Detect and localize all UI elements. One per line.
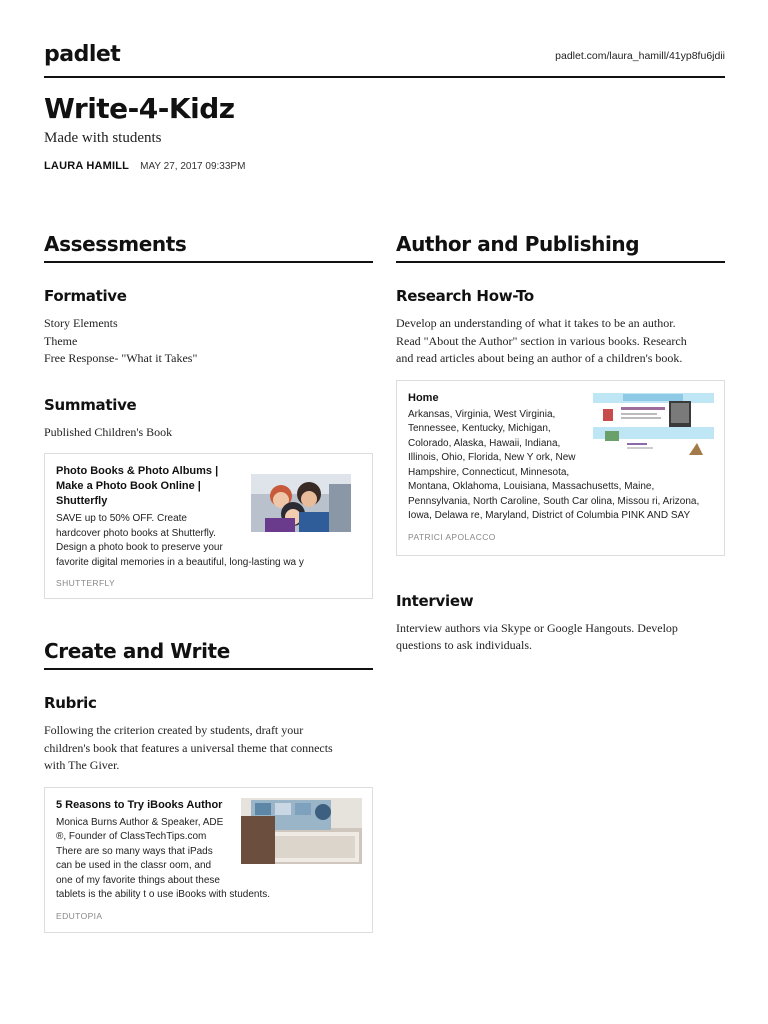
post-title-rubric: Rubric <box>44 694 97 712</box>
post-body-interview <box>396 620 725 655</box>
link-card-patriciapolacco[interactable] <box>396 380 725 556</box>
card-title-line: Make a Photo Book Online | <box>56 480 201 492</box>
post-title-formative: Formative <box>44 287 127 305</box>
post-body-summative: Published Children's Book <box>44 424 173 439</box>
author-meta <box>44 160 245 172</box>
body-line: Following the criterion created by students, draft your <box>44 723 304 737</box>
ipad-keyboard-thumbnail-image <box>241 798 362 864</box>
card-text-line: tablets is the ability t o use iBooks with students. <box>56 889 270 900</box>
card-text-line: Monica Burns Author & Speaker, ADE <box>56 816 224 828</box>
card-title: Home <box>408 391 439 404</box>
post-title-research: Research How-To <box>396 287 534 305</box>
body-line: Free Response- "What it Takes" <box>44 351 198 365</box>
body-line: Interview authors via Skype or Google Hangouts. Develop <box>396 620 678 635</box>
card-text-line: Iowa, Delawa re, Maryland, District of Columbia PINK AND SAY <box>408 510 691 521</box>
link-card-edutopia[interactable] <box>44 787 373 933</box>
card-source: SHUTTERFLY <box>56 578 116 588</box>
shutterfly-thumbnail-image <box>251 474 351 532</box>
card-text-line: SAVE up to 50% OFF. Create <box>56 513 187 524</box>
body-line: Develop an understanding of what it takes to be an author. <box>396 316 676 330</box>
website-thumbnail-image <box>593 391 714 461</box>
post-title-summative: Summative <box>44 395 137 414</box>
card-text-line: can be used in the classr oom, and <box>56 860 212 871</box>
body-line: Story Elements <box>44 316 118 330</box>
post-body-research <box>396 315 725 368</box>
card-text-line: favorite digital memories in a beautiful, long-lasting wa y <box>56 556 304 568</box>
post-title-interview: Interview <box>396 591 474 610</box>
padlet-url[interactable]: padlet.com/laura_hamill/41yp8fu6jdii <box>555 50 725 62</box>
card-text-line: Colorado, Alaska, Hawaii, Indiana, <box>408 437 561 449</box>
card-source: PATRICI APOLACCO <box>408 531 496 542</box>
body-line: and read articles about being an author of a children's book. <box>396 351 683 365</box>
section-title-author-publishing: Author and Publishing <box>396 232 725 263</box>
body-line: children's book that features a universal theme that connects <box>44 740 333 755</box>
author-name: LAURA HAMILL <box>44 160 130 172</box>
card-text-line: one of my favorite things about these <box>56 874 220 886</box>
post-body-rubric <box>44 722 373 775</box>
body-line: Read "About the Author" section in various books. Research <box>396 333 687 348</box>
card-text-line: Design a photo book to preserve your <box>56 542 223 553</box>
top-bar <box>44 40 725 78</box>
card-text-line: Hampshire, Connecticut, Minnesota, <box>408 466 570 478</box>
card-title: 5 Reasons to Try iBooks Author <box>56 798 223 811</box>
card-title-line: Shutterfly <box>56 495 108 507</box>
link-card-shutterfly[interactable] <box>44 453 373 599</box>
card-text-line: Montana, Oklahoma, Louisiana, Massachusetts, Maine, <box>408 481 655 492</box>
section-title-assessments: Assessments <box>44 232 373 263</box>
section-title-create-write: Create and Write <box>44 639 373 670</box>
card-text-line: There are so many ways that iPads <box>56 845 213 857</box>
right-column <box>396 232 725 655</box>
post-body-formative <box>44 315 373 368</box>
post-date: MAY 27, 2017 09:33PM <box>140 161 246 172</box>
body-line: questions to ask individuals. <box>396 638 532 652</box>
card-text-line: ®, Founder of ClassTechTips.com <box>56 831 207 842</box>
left-column <box>44 232 373 933</box>
card-text-line: Arkansas, Virginia, West Virginia, <box>408 408 556 420</box>
card-text-line: Illinois, Ohio, Florida, New Y ork, New <box>408 452 576 463</box>
card-source: EDUTOPIA <box>56 910 103 921</box>
body-line: with The Giver. <box>44 758 120 772</box>
card-text-line: hardcover photo books at Shutterfly. <box>56 527 216 539</box>
padlet-logo[interactable]: padlet <box>44 42 121 67</box>
page-subtitle: Made with students <box>44 130 162 146</box>
card-text-line: Tennessee, Kentucky, Michigan, <box>408 423 551 434</box>
body-line: Theme <box>44 333 78 348</box>
page-title: Write-4-Kidz <box>44 92 235 125</box>
card-text-line: Pennsylvania, North Caroline, South Car olina, Missou ri, Arizona, <box>408 495 700 507</box>
card-title-line: Photo Books & Photo Albums | <box>56 465 219 477</box>
